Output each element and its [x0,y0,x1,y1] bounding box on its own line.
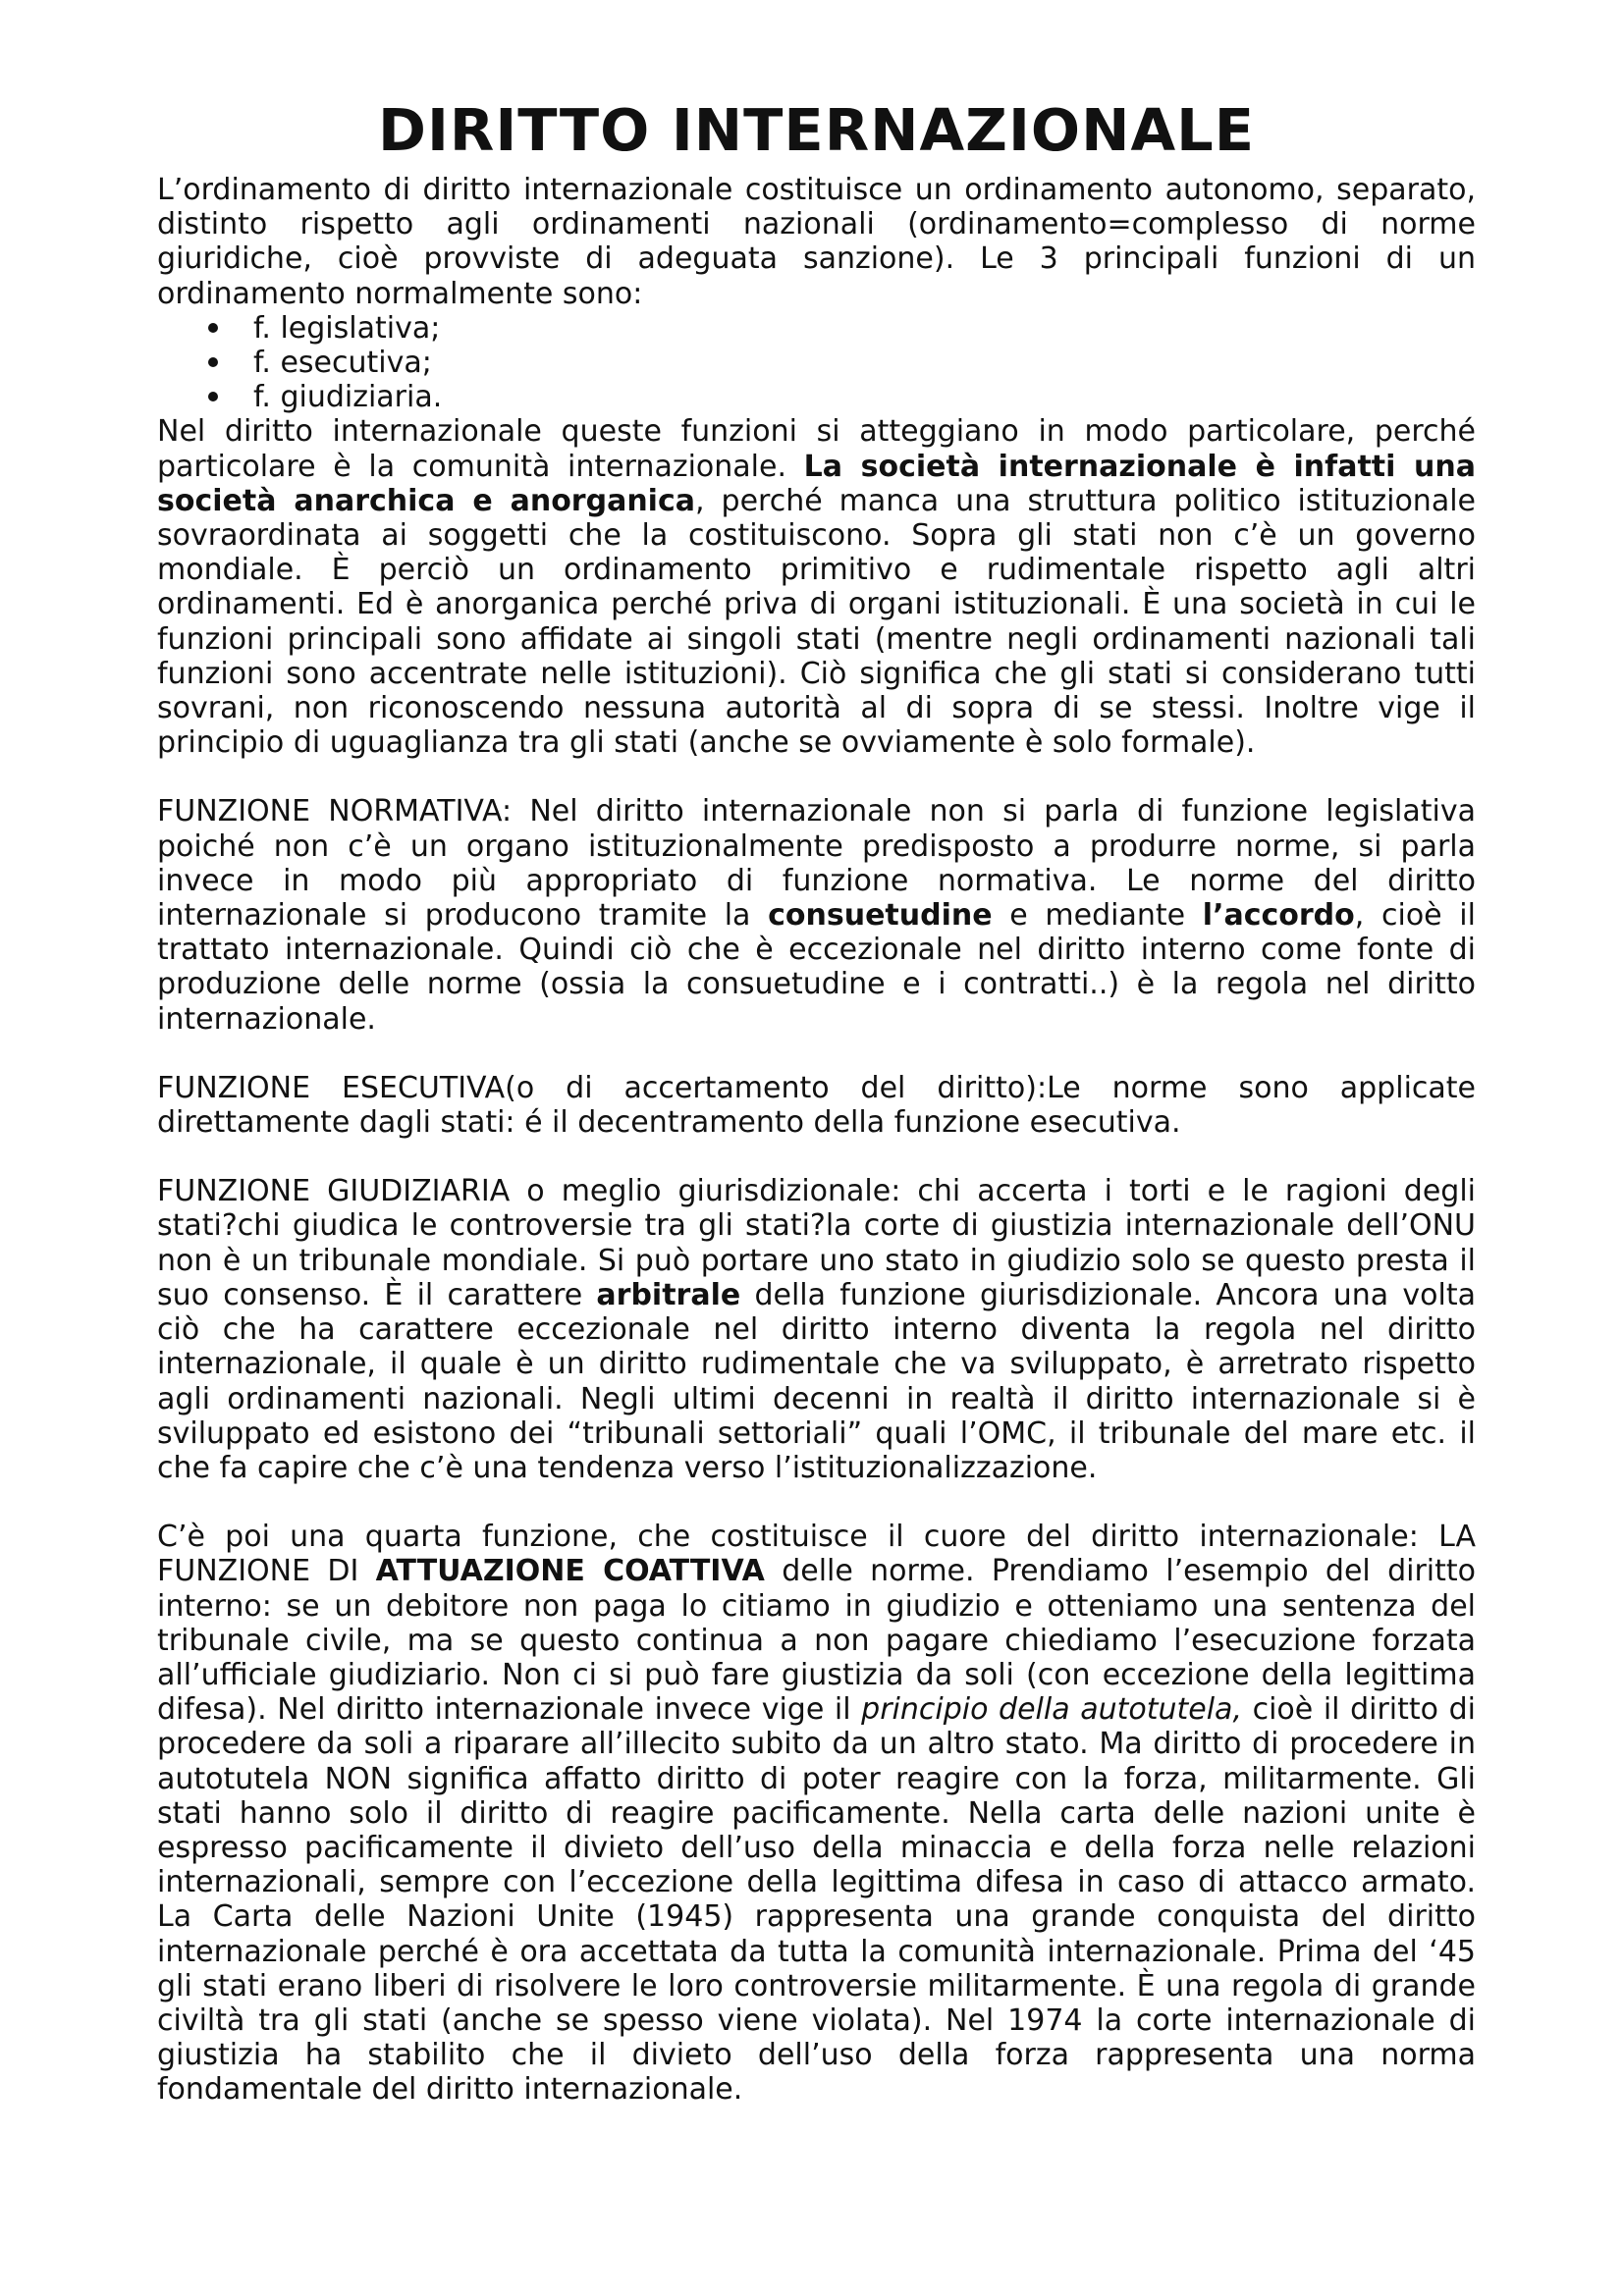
normativa-text-2: e mediante [992,898,1203,934]
normativa-paragraph [157,794,1476,1036]
giudiziaria-text-2: della funzione giurisdizionale. Ancora una volta ciò che ha carattere eccezionale nel diritto interno diventa la regola nel diritto internazionale, il quale è un diritto rudimentale che va sviluppato, è arretrato rispetto agli ordinamenti nazionali. Negli ultimi decenni in realtà il diritto internazionale si è sviluppato ed esistono dei “tribunali settoriali” quali l’OMC, il tribunale del mare etc. il che fa capire che c’è una tendenza verso l’istituzionalizzazione. [157,1277,1476,1485]
list-item: f. legislativa; [157,311,1476,346]
society-bold: La società internazionale è infatti una società anarchica e anorganica [157,449,1476,518]
list-item: f. giudiziaria. [157,380,1476,414]
functions-list [157,311,1476,415]
normativa-bold-consuetudine: consuetudine [768,898,993,934]
list-item: f. esecutiva; [157,346,1476,380]
normativa-text-1: FUNZIONE NORMATIVA: Nel diritto internazionale non si parla di funzione legislativa poiché non c’è un organo istituzionalmente predisposto a produrre norme, si parla invece in modo più appropriato di funzione normativa. Le norme del diritto internazionale si producono tramite la [157,794,1476,934]
coattiva-text-2: delle norme. Prendiamo l’esempio del diritto interno: se un debitore non paga lo citiamo in giudizio e otteniamo una sentenza del tribunale civile, ma se questo continua a non pagare chiediamo l’esecuzione forzata all’ufficiale giudiziario. Non ci si può fare giustizia da soli (con eccezione della legittima difesa). Nel diritto internazionale invece vige il [157,1554,1477,1728]
coattiva-italic: principio della autotutela, [861,1692,1242,1728]
coattiva-bold: ATTUAZIONE COATTIVA [375,1554,765,1589]
intro-paragraph: L’ordinamento di diritto internazionale costituisce un ordinamento autonomo, separato, distinto rispetto agli ordinamenti nazionali (ordinamento=complesso di norme giuridiche, cioè provviste di adeguata sanzione). Le 3 principali funzioni di un ordinamento normalmente sono: [157,173,1476,311]
society-text-2: , perché manca una struttura politico istituzionale sovraordinata ai soggetti che la costituiscono. Sopra gli stati non c’è un governo mondiale. È perciò un ordinamento primitivo e rudimentale rispetto agli altri ordinamenti. Ed è anorganica perché priva di organi istituzionali. È una società in cui le funzioni principali sono affidate ai singoli stati (mentre negli ordinamenti nazionali tali funzioni sono accentrate nelle istituzioni). Ciò significa che gli stati si considerano tutti sovrani, non riconoscendo nessuna autorità al di sopra di se stessi. Inoltre vige il principio di uguaglianza tra gli stati (anche se ovviamente è solo formale). [157,483,1476,761]
giudiziaria-paragraph [157,1174,1476,1485]
document-title: DIRITTO INTERNAZIONALE [377,96,1256,164]
esecutiva-paragraph: FUNZIONE ESECUTIVA(o di accertamento del diritto):Le norme sono applicate direttamente dagli stati: é il decentramento della funzione esecutiva. [157,1070,1476,1141]
giudiziaria-bold-arbitrale: arbitrale [596,1277,741,1312]
normativa-text-3: , cioè il trattato internazionale. Quindi ciò che è eccezionale nel diritto interno come fonte di produzione delle norme (ossia la consuetudine e i contratti..) è la regola nel diritto internazionale. [157,898,1476,1037]
coattiva-text-3: cioè il diritto di procedere da soli a riparare all’illecito subito da un altro stato. Ma diritto di procedere in autotutela NON significa affatto diritto di poter reagire con la forza, militarmente. Gli stati hanno solo il diritto di reagire pacificamente. Nella carta delle nazioni unite è espresso pacificamente il divieto dell’uso della minaccia e della forza nelle relazioni internazionali, sempre con l’eccezione della legittima difesa in caso di attacco armato. La Carta delle Nazioni Unite (1945) rappresenta una grande conquista del diritto internazionale perché è ora accettata da tutta la comunità internazionale. Prima del ‘45 gli stati erano liberi di risolvere le loro controversie militarmente. È una regola di grande civiltà tra gli stati (anche se spesso viene violata). Nel 1974 la corte internazionale di giustizia ha stabilito che il divieto dell’uso della forza rappresenta una norma fondamentale del diritto internazionale. [157,1692,1476,2108]
giudiziaria-text-1: FUNZIONE GIUDIZIARIA o meglio giurisdizionale: chi accerta i torti e le ragioni degli stati?chi giudica le controversie tra gli stati?la corte di giustizia internazionale dell’ONU non è un tribunale mondiale. Si può portare uno stato in giudizio solo se questo presta il suo consenso. È il carattere [157,1174,1476,1312]
coattiva-text-1: C’è poi una quarta funzione, che costituisce il cuore del diritto internazionale: LA FUNZIONE DI [157,1520,1476,1589]
society-text-1: Nel diritto internazionale queste funzioni si atteggiano in modo particolare, perché particolare è la comunità internazionale. [157,414,1476,484]
coattiva-paragraph [157,1520,1476,2107]
society-paragraph [157,414,1476,760]
normativa-bold-accordo: l’accordo [1202,898,1355,934]
